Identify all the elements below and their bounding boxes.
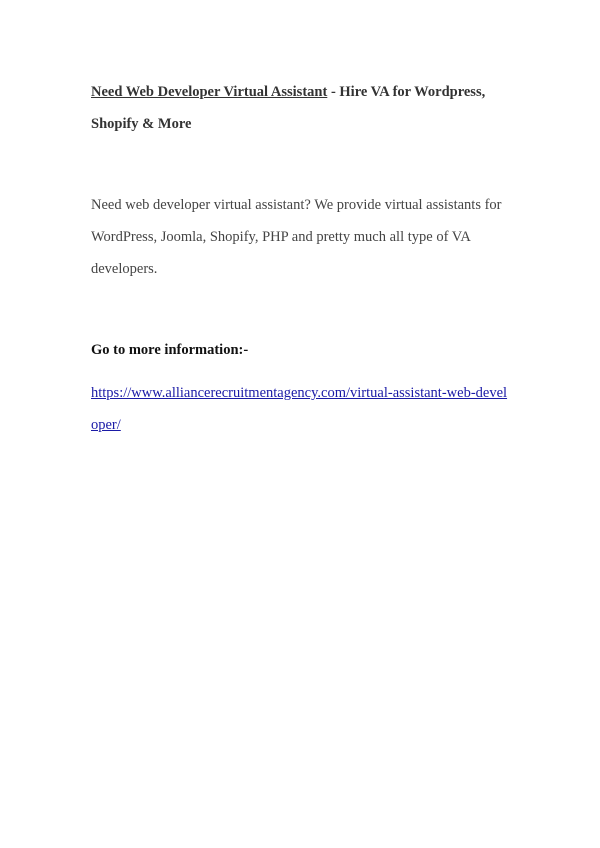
intro-paragraph: Need web developer virtual assistant? We provide virtual assistants for WordPress, Joomla, Shopify, PHP and pretty much all type of VA developers. [91, 197, 502, 277]
source-url-link[interactable]: https://www.alliancerecruitmentagency.com/virtual-assistant-web-developer/ [91, 385, 508, 433]
more-info-heading: Go to more information:- [91, 342, 249, 358]
document-title [91, 76, 521, 140]
title-link[interactable]: Need Web Developer Virtual Assistant [91, 84, 328, 100]
title-rest: - Hire VA for Wordpress, Shopify & More [91, 84, 486, 132]
